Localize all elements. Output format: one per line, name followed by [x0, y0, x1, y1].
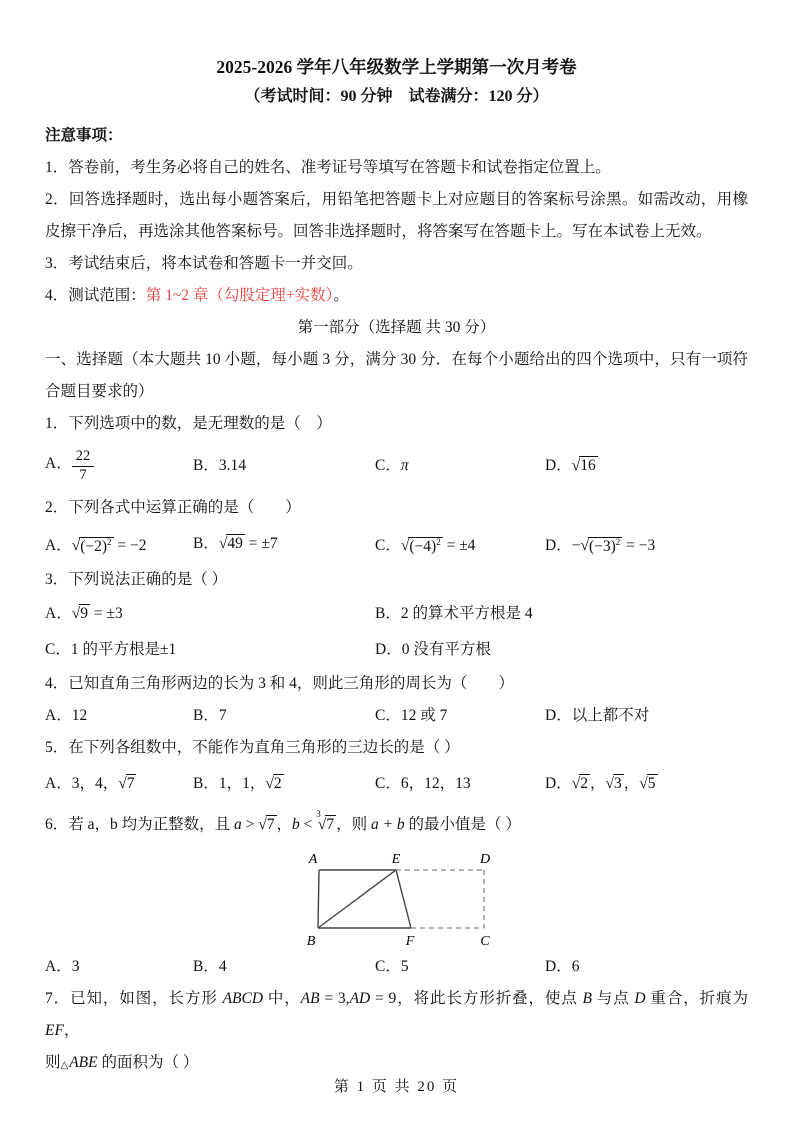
stem-text: 6．若 a，b 均为正整数，且 [45, 816, 235, 834]
stem-text: 中， [263, 990, 301, 1008]
question-6-stem [45, 804, 748, 841]
question-2-options [45, 524, 748, 564]
negative-sign: − [571, 537, 581, 555]
question-6-figure [297, 849, 748, 949]
option-label: C． [375, 958, 401, 976]
math-var-D: D [634, 990, 646, 1008]
option-value: 3 [71, 958, 80, 976]
option-label: B． [193, 775, 219, 792]
q6-option-d [545, 951, 748, 983]
option-label: B． [375, 605, 401, 622]
option-value: 5 [400, 958, 409, 976]
stem-text: 与点 [592, 990, 635, 1008]
question-6-options [45, 951, 748, 983]
option-label: A． [45, 537, 72, 555]
question-5-stem: 5．在下列各组数中，不能作为直角三角形的三边长的是（ ） [45, 739, 460, 756]
equation-result: = −2 [113, 537, 147, 555]
option-value: 以上都不对 [571, 707, 650, 724]
equation-result: = −3 [622, 537, 656, 555]
equation-text: = 9 [370, 990, 397, 1008]
option-value: 6，12，13 [400, 775, 471, 792]
sqrt-expression: √2 [265, 775, 282, 792]
option-label: A． [45, 707, 72, 724]
option-value: 2 的算术平方根是 4 [400, 605, 533, 622]
stem-text: 则 [45, 1054, 61, 1072]
q2-option-c [375, 525, 545, 562]
question-1-options [45, 440, 748, 492]
separator: ， [276, 816, 293, 834]
option-label: D． [545, 775, 572, 792]
option-label: D． [375, 641, 402, 658]
stem-text: 的最小值是（ ） [404, 816, 521, 834]
sqrt-expression: √7 [258, 816, 275, 834]
q1-option-a [45, 448, 193, 483]
test-scope-highlight: 第 1~2 章（勾股定理+实数） [145, 287, 334, 304]
option-label: D． [545, 537, 572, 555]
relation-gt: > [241, 816, 259, 834]
question-7-stem [45, 983, 748, 1081]
figure-label-E: E [391, 852, 401, 868]
figure-label-F: F [405, 934, 415, 950]
equation-text: = 3, [319, 990, 350, 1008]
question-2-stem: 2．下列各式中运算正确的是（ ） [45, 499, 301, 516]
option-value: 3，4， [71, 775, 119, 792]
math-var-ABE: ABE [69, 1054, 98, 1072]
option-label: A． [45, 455, 72, 473]
q2-option-d [545, 525, 748, 562]
stem-text: ，将此长方形折叠，使点 [396, 990, 583, 1008]
math-var-a: a [234, 816, 242, 834]
page-title: 2025-2026 学年八年级数学上学期第一次月考卷 [216, 57, 577, 77]
option-label: C． [45, 641, 71, 658]
q1-option-b [193, 450, 375, 482]
q3-option-b [375, 596, 748, 632]
separator: ， [589, 775, 606, 792]
option-label: D． [545, 707, 572, 724]
option-value: 1 的平方根是±1 [70, 641, 177, 658]
fraction-denominator: 7 [79, 466, 87, 483]
option-value: 12 [71, 707, 88, 724]
option-label: C． [375, 537, 401, 555]
option-value: 4 [218, 958, 227, 976]
notice-item-3: 3．考试结束后，将本试卷和答题卡一并交回。 [45, 255, 363, 272]
q4-option-b [193, 700, 375, 732]
math-var-B: B [582, 990, 593, 1008]
sqrt-expression: √49 [218, 535, 243, 552]
question-3-options [45, 596, 748, 668]
option-label: B． [193, 958, 219, 976]
geometry-figure [297, 849, 532, 949]
question-1-stem: 1．下列选项中的数，是无理数的是（ ） [45, 415, 332, 432]
option-label: C． [375, 707, 401, 724]
question-5-options [45, 764, 748, 804]
equation-result: = ±3 [89, 605, 123, 622]
sqrt-expression: $√(-2)^2$ [71, 536, 112, 555]
q6-option-b [193, 951, 375, 983]
option-label: A． [45, 775, 72, 792]
q4-option-c [375, 700, 545, 732]
option-label: C． [375, 775, 401, 792]
sqrt-expression: √5 [639, 775, 656, 792]
option-label: C． [375, 457, 401, 474]
q3-option-c [45, 632, 375, 668]
option-value: π [400, 457, 409, 474]
q5-option-b [193, 768, 375, 800]
question-4-options [45, 700, 748, 732]
q1-option-d [545, 450, 748, 482]
notice-section [45, 120, 748, 312]
sqrt-expression: √9 [71, 605, 88, 622]
q6-option-c [375, 951, 545, 983]
math-var-EF: EF [45, 1022, 64, 1040]
stem-text: ， [63, 1022, 80, 1040]
figure-label-A: A [308, 852, 318, 868]
option-value: 0 没有平方根 [401, 641, 491, 658]
separator: ， [623, 775, 640, 792]
option-label: B． [193, 535, 219, 552]
stem-text: 7．已知，如图，长方形 [45, 990, 223, 1008]
option-label: A． [45, 958, 72, 976]
option-value: 6 [571, 958, 580, 976]
sqrt-expression: $√(-4)^2$ [400, 536, 441, 555]
notice-item-1: 1．答卷前，考生务必将自己的姓名、准考证号等填写在答题卡和试卷指定位置上。 [45, 159, 611, 176]
math-var-ABCD: ABCD [222, 990, 264, 1008]
q3-option-a [45, 596, 375, 632]
stem-text: ，则 [336, 816, 371, 834]
math-var-AD: AD [349, 990, 371, 1008]
question-3-stem: 3．下列说法正确的是（ ） [45, 571, 228, 588]
option-value: 7 [218, 707, 227, 724]
relation-lt: < [299, 816, 317, 834]
figure-label-D: D [479, 852, 491, 868]
q4-option-d [545, 700, 748, 732]
q6-option-a [45, 951, 193, 983]
option-label: D． [545, 457, 572, 474]
q2-option-b [193, 528, 375, 560]
question-4-stem: 4．已知直角三角形两边的长为 3 和 4，则此三角形的周长为（ ） [45, 675, 514, 692]
option-label: D． [545, 958, 572, 976]
q1-option-c [375, 450, 545, 482]
option-label: B． [193, 457, 219, 474]
q5-option-a [45, 768, 193, 800]
triangle-symbol: △ [60, 1060, 69, 1072]
q3-option-d [375, 632, 748, 668]
sqrt-expression: √16 [571, 457, 596, 474]
cube-root-expression: $^3$√7 [316, 809, 335, 834]
q5-option-d [545, 768, 748, 800]
option-value: 3.14 [218, 457, 246, 474]
sqrt-expression: √7 [118, 775, 135, 792]
equation-result: = ±7 [244, 535, 278, 552]
figure-label-B: B [306, 934, 316, 950]
q5-option-c [375, 768, 545, 800]
math-expr-sum: a + b [370, 816, 405, 834]
sqrt-expression: $√(-3)^2$ [580, 536, 621, 555]
exam-meta: （考试时间：90 分钟 试卷满分：120 分） [244, 88, 549, 105]
option-label: B． [193, 707, 219, 724]
stem-text: 重合，折痕为 [645, 990, 748, 1008]
q2-option-a [45, 525, 193, 562]
figure-label-C: C [480, 934, 490, 950]
sqrt-expression: √3 [605, 775, 622, 792]
option-value: 12 或 7 [400, 707, 448, 724]
sqrt-expression: √2 [571, 775, 588, 792]
equation-result: = ±4 [442, 537, 476, 555]
option-label: A． [45, 605, 72, 622]
option-value: 1，1， [218, 775, 266, 792]
notice-item-4 [45, 280, 748, 312]
section-intro: 一、选择题（本大题共 10 小题，每小题 3 分，满分 30 分．在每个小题给出的四个选项中，只有一项符合题目要求的） [45, 351, 748, 400]
math-var-b: b [292, 816, 300, 834]
page-footer: 第 1 页 共 20 页 [333, 1079, 460, 1095]
math-var-AB: AB [300, 990, 320, 1008]
fraction [72, 449, 95, 484]
notice-item-4-prefix: 4．测试范围： [45, 287, 146, 304]
q4-option-a [45, 700, 193, 732]
notice-item-4-suffix: 。 [333, 287, 349, 304]
stem-text: 的面积为（ ） [97, 1054, 199, 1072]
fraction-numerator: 22 [72, 449, 95, 467]
notice-item-2: 2．回答选择题时，选出每小题答案后，用铅笔把答题卡上对应题目的答案标号涂黑。如需改动，用橡皮擦干净后，再选涂其他答案标号。回答非选择题时，将答案写在答题卡上。写在本试卷上无效。 [45, 191, 748, 240]
notice-heading: 注意事项： [45, 127, 123, 144]
part-heading: 第一部分（选择题 共 30 分） [297, 319, 496, 336]
